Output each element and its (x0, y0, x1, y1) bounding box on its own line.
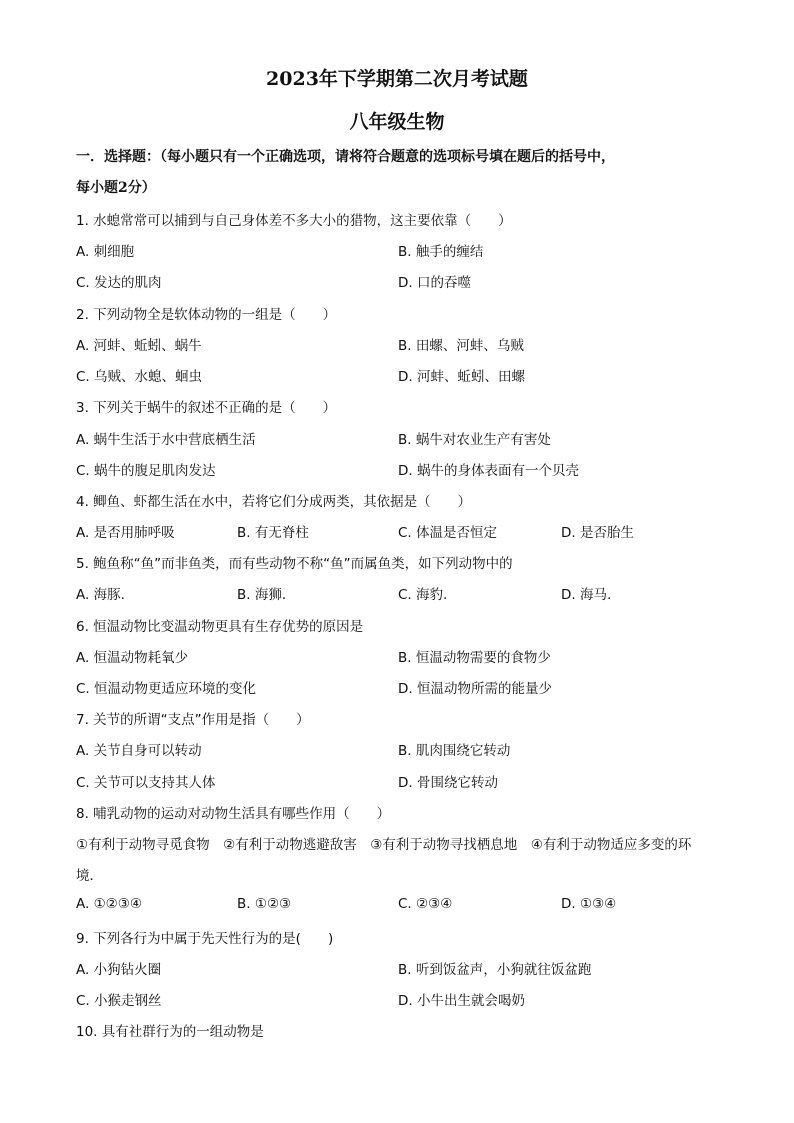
q6-option-c: C. 恒温动物更适应环境的变化 (76, 681, 257, 697)
section-heading-cont: 每小题2分） (76, 180, 156, 196)
q3-option-b: B. 蜗牛对农业生产有害处 (398, 432, 551, 448)
q4-option-b: B. 有无脊柱 (237, 525, 309, 541)
question-5: 5. 鲍鱼称“鱼”而非鱼类，而有些动物不称“鱼”而属鱼类，如下列动物中的 (76, 556, 513, 572)
q8-option-c: C. ②③④ (398, 896, 453, 912)
question-4: 4. 鲫鱼、虾都生活在水中，若将它们分成两类，其依据是（ ） (76, 494, 472, 510)
q1-option-a: A. 刺细胞 (76, 244, 135, 260)
q7-option-d: D. 骨围绕它转动 (398, 775, 498, 791)
q6-option-d: D. 恒温动物所需的能量少 (398, 681, 552, 697)
q1-option-d: D. 口的吞噬 (398, 275, 471, 291)
q4-option-c: C. 体温是否恒定 (398, 525, 498, 541)
q8-option-a: A. ①②③④ (76, 896, 142, 912)
q3-option-a: A. 蜗牛生活于水中营底栖生活 (76, 432, 256, 448)
q3-option-d: D. 蜗牛的身体表面有一个贝壳 (398, 463, 579, 479)
q7-option-b: B. 肌肉围绕它转动 (398, 743, 511, 759)
q7-option-c: C. 关节可以支持其人体 (76, 775, 216, 791)
q7-option-a: A. 关节自身可以转动 (76, 743, 202, 759)
q4-option-a: A. 是否用肺呼吸 (76, 525, 175, 541)
q2-option-c: C. 乌贼、水螅、蛔虫 (76, 369, 203, 385)
question-7: 7. 关节的所谓“支点”作用是指（ ） (76, 712, 310, 728)
q5-option-c: C. 海豹. (398, 587, 448, 603)
q8-statements: ①有利于动物寻觅食物 ②有利于动物逃避敌害 ③有利于动物寻找栖息地 ④有利于动物适应多变的环 (76, 837, 692, 853)
q4-option-d: D. 是否胎生 (561, 525, 634, 541)
q9-option-c: C. 小猴走钢丝 (76, 993, 162, 1009)
q1-option-c: C. 发达的肌肉 (76, 275, 162, 291)
question-8: 8. 哺乳动物的运动对动物生活具有哪些作用（ ） (76, 806, 391, 822)
exam-subtitle: 八年级生物 (349, 111, 445, 133)
q6-option-a: A. 恒温动物耗氧少 (76, 650, 189, 666)
q5-option-b: B. 海狮. (237, 587, 287, 603)
q9-option-a: A. 小狗钻火圈 (76, 962, 162, 978)
q5-option-d: D. 海马. (561, 587, 612, 603)
question-9: 9. 下列各行为中属于先天性行为的是( ) (76, 931, 334, 947)
q1-option-b: B. 触手的缠结 (398, 244, 484, 260)
question-3: 3. 下列关于蜗牛的叙述不正确的是（ ） (76, 400, 337, 416)
q6-option-b: B. 恒温动物需要的食物少 (398, 650, 551, 666)
q8-option-b: B. ①②③ (237, 896, 292, 912)
question-10: 10. 具有社群行为的一组动物是 (76, 1024, 264, 1040)
q9-option-d: D. 小牛出生就会喝奶 (398, 993, 525, 1009)
q8-option-d: D. ①③④ (561, 896, 617, 912)
question-1: 1. 水螅常常可以捕到与自己身体差不多大小的猎物，这主要依靠（ ） (76, 213, 512, 229)
q9-option-b: B. 听到饭盆声，小狗就往饭盆跑 (398, 962, 592, 978)
q2-option-b: B. 田螺、河蚌、乌贼 (398, 338, 524, 354)
question-6: 6. 恒温动物比变温动物更具有生存优势的原因是 (76, 619, 364, 635)
q3-option-c: C. 蜗牛的腹足肌肉发达 (76, 463, 216, 479)
q2-option-a: A. 河蚌、蚯蚓、蜗牛 (76, 338, 202, 354)
q5-option-a: A. 海豚. (76, 587, 125, 603)
question-2: 2. 下列动物全是软体动物的一组是（ ） (76, 307, 337, 323)
q8-statements-cont: 境． (76, 868, 103, 884)
exam-title: 2023年下学期第二次月考试题 (266, 68, 528, 90)
section-heading: 一．选择题：（每小题只有一个正确选项，请将符合题意的选项标号填在题后的括号中， (76, 149, 615, 165)
q2-option-d: D. 河蚌、蚯蚓、田螺 (398, 369, 525, 385)
